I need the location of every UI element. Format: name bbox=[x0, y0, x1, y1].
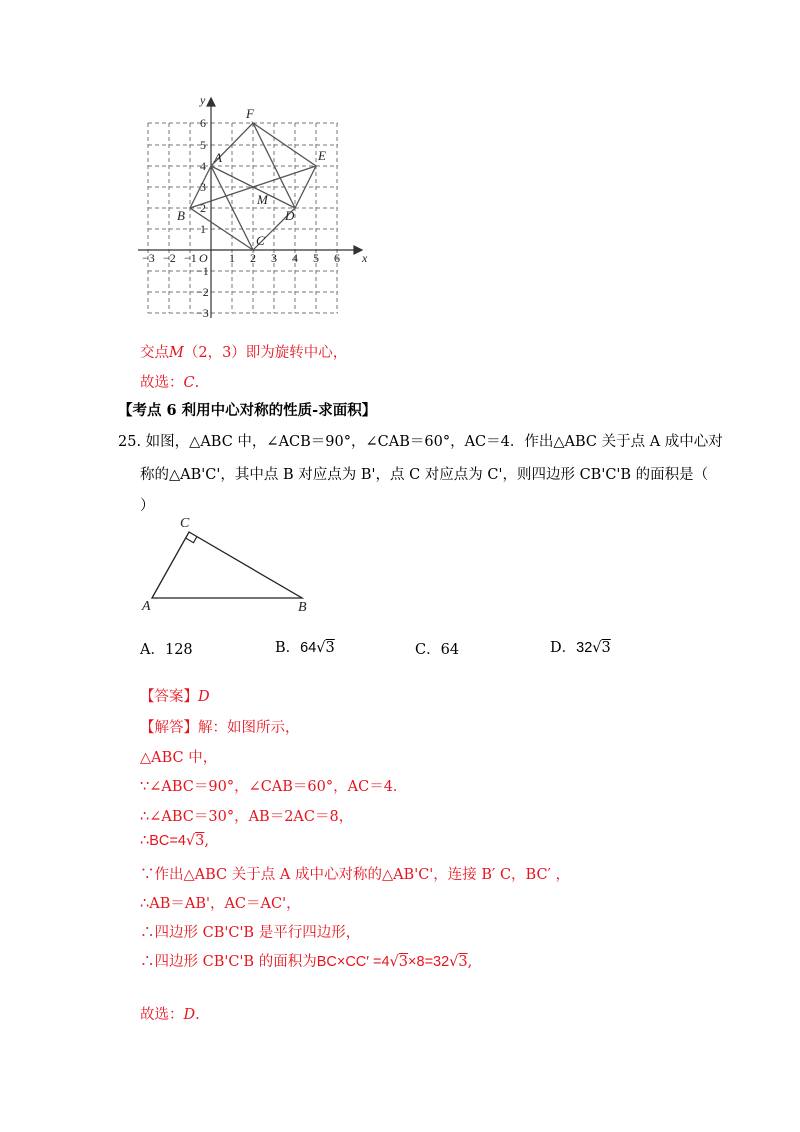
final-answer: 故选：D. bbox=[140, 1007, 200, 1023]
x-tick: 4 bbox=[292, 251, 298, 265]
y-tick: 6 bbox=[200, 116, 206, 130]
section-heading: 【考点 6 利用中心对称的性质-求面积】 bbox=[118, 402, 377, 419]
y-tick: 4 bbox=[200, 159, 206, 173]
x-tick: 1 bbox=[229, 251, 235, 265]
y-tick: 5 bbox=[200, 138, 206, 152]
coordinate-grid-figure bbox=[130, 90, 380, 320]
y-tick: −1 bbox=[196, 264, 209, 278]
y-tick: 1 bbox=[200, 222, 206, 236]
x-tick: −2 bbox=[163, 251, 176, 265]
triangle-label-c: C bbox=[180, 516, 190, 531]
step-3: ∴∠ABC＝30°，AB＝2AC＝8， bbox=[140, 809, 354, 825]
question-number: 25. bbox=[118, 434, 142, 450]
question-line2: 称的△AB'C'，其中点 B 对应点为 B'，点 C 对应点为 C'，则四边形 CB'C'B 的面积是（ bbox=[140, 467, 709, 483]
x-axis-label: x bbox=[362, 251, 368, 265]
y-tick: 3 bbox=[200, 180, 206, 194]
option-b: B．64√3 bbox=[275, 640, 335, 656]
step-7: ∴四边形 CB'C'B 是平行四边形， bbox=[140, 925, 361, 941]
triangle-label-b: B bbox=[298, 600, 307, 615]
point-label-b: B bbox=[177, 208, 185, 223]
x-tick: −3 bbox=[142, 251, 155, 265]
point-label-m: M bbox=[257, 192, 268, 207]
option-a: A．128 bbox=[140, 642, 193, 658]
question-line1: 25. 如图，△ABC 中，∠ACB＝90°，∠CAB＝60°，AC＝4．作出△ABC 关于点 A 成中心对 bbox=[118, 434, 723, 450]
solution-prev-line2: 故选：C. bbox=[140, 375, 200, 391]
y-tick: −2 bbox=[196, 285, 209, 299]
x-tick: 5 bbox=[313, 251, 319, 265]
point-label-e: E bbox=[318, 148, 326, 163]
y-axis-label: y bbox=[200, 93, 206, 107]
origin-label: O bbox=[199, 251, 208, 265]
x-tick: 2 bbox=[250, 251, 256, 265]
step-1: △ABC 中， bbox=[140, 750, 218, 766]
triangle-figure bbox=[140, 512, 320, 616]
y-tick: −3 bbox=[196, 306, 209, 320]
question-line3: ） bbox=[140, 498, 155, 514]
y-tick: 2 bbox=[200, 201, 206, 215]
point-label-f: F bbox=[246, 106, 254, 121]
answer-line: 【答案】D bbox=[140, 689, 210, 705]
analysis-line: 【解答】解：如图所示， bbox=[140, 720, 300, 736]
solution-prev-line1: 交点M（2，3）即为旋转中心， bbox=[140, 345, 348, 361]
option-c: C．64 bbox=[415, 642, 460, 658]
x-tick: −1 bbox=[184, 251, 197, 265]
triangle-label-a: A bbox=[142, 599, 151, 614]
point-label-d: D bbox=[285, 208, 295, 223]
point-label-c: C bbox=[256, 233, 265, 248]
x-tick: 6 bbox=[334, 251, 340, 265]
step-5: ∵作出△ABC 关于点 A 成中心对称的△AB'C'，连接 B′ C，BC′ ， bbox=[140, 867, 570, 883]
option-d: D．32√3 bbox=[550, 640, 611, 656]
step-6: ∴AB＝AB'，AC＝AC'， bbox=[140, 896, 301, 912]
x-tick: 3 bbox=[271, 251, 277, 265]
point-label-a: A bbox=[214, 150, 222, 165]
step-8: ∴四边形 CB'C'B 的面积为BC×CC′ =4√3×8=32√3, bbox=[140, 954, 473, 970]
step-2: ∵∠ABC＝90°，∠CAB＝60°，AC＝4． bbox=[140, 779, 408, 795]
step-4: ∴BC=4√3, bbox=[140, 833, 209, 849]
